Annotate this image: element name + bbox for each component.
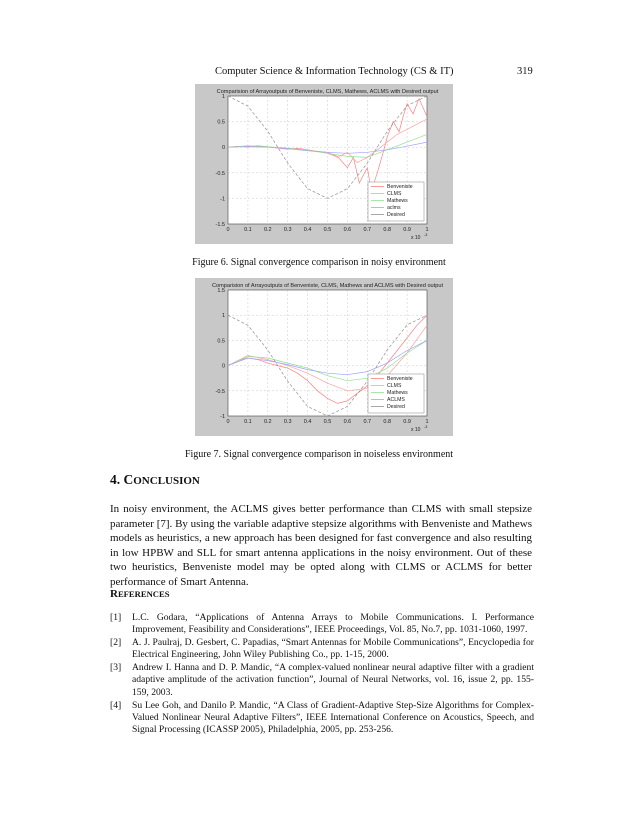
legend-label: Desired — [387, 404, 405, 410]
y-tick-label: 0.5 — [217, 119, 225, 126]
x-tick-label: 0.8 — [383, 227, 392, 233]
x-tick-label: 0.2 — [263, 227, 272, 233]
x-tick-label: 1 — [425, 227, 429, 233]
x-tick-label: 0.4 — [303, 419, 312, 425]
references-heading: REFERENCES — [110, 588, 170, 600]
legend-label: ACLMS — [387, 397, 405, 403]
chart-svg — [195, 84, 453, 244]
x-axis-multiplier: x 10 — [411, 235, 421, 241]
x-tick-label: 0.4 — [303, 227, 312, 233]
y-tick-label: 1 — [221, 94, 225, 100]
section-heading-conclusion: 4. CONCLUSION — [110, 472, 200, 487]
legend-label: aclms — [387, 205, 401, 211]
y-tick-label: 0 — [221, 145, 225, 152]
x-tick-label: 0.9 — [403, 227, 411, 233]
y-tick-label: 0.5 — [217, 338, 225, 345]
y-tick-label: 1 — [221, 313, 225, 320]
x-tick-label: 0.5 — [323, 419, 332, 425]
legend-label: CLMS — [387, 191, 402, 197]
references-list — [110, 612, 534, 737]
x-tick-label: 0.5 — [323, 227, 332, 233]
x-tick-label: 0.2 — [263, 419, 272, 425]
legend-label: Desired — [387, 212, 405, 218]
figure-6-caption: Figure 6. Signal convergence comparison in noisy environment — [192, 257, 446, 268]
conclusion-paragraph: In noisy environment, the ACLMS gives better performance than CLMS with small stepsize parameter [7]. By using the variable adaptive stepsize algorithms with Benveniste and Mathews models as heuristics, a new approach has been designed for fast convergence and also resulting in low HPBW and SLL for smart antenna applications in the noisy environment. Out of these two heuristics, Benveniste model may be opted along with CLMS or ACLMS for better performance of Smart Antenna. — [110, 503, 532, 588]
reference-item: [4] Su Lee Goh, and Danilo P. Mandic, “A Class of Gradient-Adaptive Step-Size Algorithms for Complex-Valued Nonlinear Neural Adaptive Filters”, IEEE International Conference on Acoustics, Speech, and Signal Processing (ICASSP 2005), Philadelphia, 2005, pp. 253-256. — [110, 699, 534, 735]
figure-6-chart — [195, 84, 453, 244]
x-axis-exponent: -3 — [424, 233, 428, 237]
chart-svg — [195, 278, 453, 436]
running-header: Computer Science & Information Technology (CS & IT) — [215, 66, 454, 77]
x-tick-label: 0.6 — [343, 227, 352, 233]
x-tick-label: 0.3 — [283, 419, 292, 425]
chart-title: Comparision of Arrayoutputs of Benveniste, CLMS, Mathews and ACLMS with Desired output — [211, 283, 444, 289]
legend-label: Mathews — [387, 390, 408, 396]
x-tick-label: 0 — [226, 419, 230, 425]
reference-item: [2] A. J. Paulraj, D. Gesbert, C. Papadias, “Smart Antennas for Mobile Communications”, Encyclopedia for Electrical Engineering, John Wiley Publishing Co., pp. 1-15, 2000. — [110, 637, 534, 661]
legend-label: Mathews — [387, 198, 408, 204]
x-tick-label: 0.8 — [383, 419, 392, 425]
x-tick-label: 0.7 — [363, 419, 372, 425]
x-tick-label: 0.9 — [403, 419, 411, 425]
y-tick-label: -0.5 — [215, 388, 225, 395]
chart-title: Comparision of Arrayoutputs of Benveniste, CLMS, Mathews, ACLMS with Desired output — [216, 89, 439, 95]
figure-7-caption: Figure 7. Signal convergence comparison in noiseless environment — [184, 449, 454, 460]
y-tick-label: -0.5 — [215, 170, 225, 177]
x-tick-label: 0.7 — [363, 227, 372, 233]
x-axis-multiplier: x 10 — [411, 427, 421, 433]
figure-7-chart — [195, 278, 453, 436]
x-tick-label: 0 — [226, 227, 230, 233]
y-tick-label: -1 — [220, 196, 225, 203]
x-tick-label: 0.1 — [244, 419, 252, 425]
reference-item: [1] L.C. Godara, “Applications of Antenna Arrays to Mobile Communications. I. Performance Improvement, Feasibility and Considerations”, IEEE Proceedings, Vol. 85, No.7, pp. 1031-1060, 1997. — [110, 612, 534, 636]
legend-label: CLMS — [387, 383, 402, 389]
y-tick-label: 1.5 — [217, 288, 225, 294]
y-tick-label: -1 — [220, 414, 225, 420]
x-tick-label: 0.3 — [283, 227, 292, 233]
y-tick-label: 0 — [221, 363, 225, 370]
x-tick-label: 1 — [425, 419, 429, 425]
legend-label: Benveniste — [387, 184, 413, 190]
legend-label: Benveniste — [387, 376, 413, 382]
y-tick-label: -1.5 — [215, 222, 225, 228]
x-tick-label: 0.1 — [244, 227, 252, 233]
x-tick-label: 0.6 — [343, 419, 352, 425]
page-number: 319 — [517, 66, 533, 77]
reference-item: [3] Andrew I. Hanna and D. P. Mandic, “A complex-valued nonlinear neural adaptive filter with a gradient adaptive amplitude of the activation function”, Journal of Neural Networks, vol. 16, issue 2, pp. 155-159, 2003. — [110, 662, 534, 698]
x-axis-exponent: -3 — [424, 425, 428, 429]
